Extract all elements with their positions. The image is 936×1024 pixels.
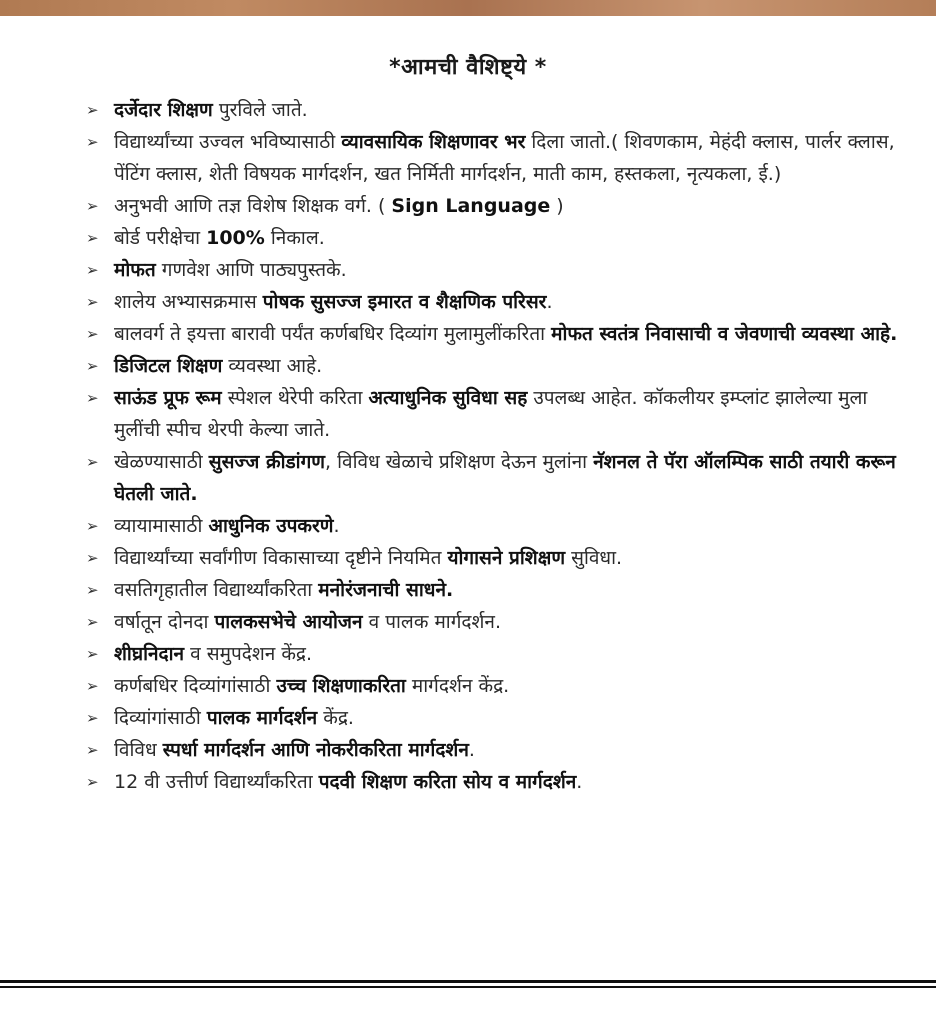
- feature-text: निकाल.: [264, 227, 325, 249]
- arrowhead-bullet-icon: ➢: [86, 517, 99, 535]
- feature-text: पुरविले जाते.: [212, 99, 308, 121]
- feature-item: [86, 702, 906, 734]
- arrowhead-bullet-icon: ➢: [86, 709, 99, 727]
- feature-text: केंद्र.: [317, 707, 354, 729]
- feature-highlight-text: दर्जेदार शिक्षण: [114, 99, 213, 121]
- feature-text: .: [468, 739, 475, 761]
- feature-item: [86, 382, 906, 446]
- feature-text: गणवेश आणि पाठ्यपुस्तके.: [155, 259, 347, 281]
- feature-item: [86, 638, 906, 670]
- feature-text: सुविधा.: [565, 547, 623, 569]
- arrowhead-bullet-icon: ➢: [86, 293, 99, 311]
- feature-item: [86, 510, 906, 542]
- feature-text: व्यवस्था आहे.: [222, 355, 323, 377]
- feature-text: व समुपदेशन केंद्र.: [184, 643, 313, 665]
- feature-highlight-text: मोफत स्वतंत्र निवासाची व जेवणाची व्यवस्था आहे.: [551, 323, 898, 345]
- feature-highlight-text: सुसज्ज क्रीडांगण: [208, 451, 326, 473]
- feature-highlight-text: पदवी शिक्षण करिता सोय व मार्गदर्शन: [318, 771, 577, 793]
- arrowhead-bullet-icon: ➢: [86, 773, 99, 791]
- feature-text: मार्गदर्शन केंद्र.: [405, 675, 510, 697]
- feature-item: [86, 190, 906, 222]
- arrowhead-bullet-icon: ➢: [86, 197, 99, 215]
- feature-item: [86, 446, 906, 510]
- feature-highlight-text: मोफत: [114, 259, 156, 281]
- feature-item: [86, 350, 906, 382]
- feature-text: बालवर्ग ते इयत्ता बारावी पर्यंत कर्णबधिर दिव्यांग मुलामुलींकरिता: [114, 323, 552, 345]
- feature-text: विद्यार्थ्यांच्या सर्वांगीण विकासाच्या दृष्टीने नियमित: [114, 547, 448, 569]
- feature-text: अनुभवी आणि तज्ञ विशेष शिक्षक वर्ग. (: [114, 195, 392, 217]
- feature-text: .: [333, 515, 340, 537]
- feature-text: वसतिगृहातील विद्यार्थ्यांकरिता: [114, 579, 319, 601]
- feature-highlight-text: उच्च शिक्षणाकरिता: [276, 675, 406, 697]
- bottom-rule-secondary: [0, 986, 936, 988]
- feature-text: कर्णबधिर दिव्यांगांसाठी: [114, 675, 277, 697]
- feature-highlight-text: साऊंड प्रूफ रूम: [114, 387, 222, 409]
- feature-item: [86, 766, 906, 798]
- feature-text: वर्षातून दोनदा: [114, 611, 215, 633]
- feature-highlight-text: नॅशनल ते पॅरा ऑलम्पिक साठी तयारी करून घेतली जाते.: [114, 451, 896, 505]
- feature-highlight-text: अत्याधुनिक सुविधा सह: [368, 387, 528, 409]
- feature-highlight-text: मनोरंजनाची साधने.: [318, 579, 454, 601]
- feature-text: उपलब्ध आहेत. कॉकलीयर इम्प्लांट झालेल्या मुला मुलींची स्पीच थेरपी केल्या जाते.: [114, 387, 868, 441]
- arrowhead-bullet-icon: ➢: [86, 741, 99, 759]
- feature-highlight-text: पोषक सुसज्ज इमारत व शैक्षणिक परिसर: [262, 291, 547, 313]
- arrowhead-bullet-icon: ➢: [86, 677, 99, 695]
- features-list: [86, 94, 906, 798]
- arrowhead-bullet-icon: ➢: [86, 389, 99, 407]
- feature-text: दिला जातो.( शिवणकाम, मेहंदी क्लास, पार्लर क्लास, पेंटिंग क्लास, शेती विषयक मार्गदर्शन, खत निर्मिती मार्गदर्शन, माती काम, हस्तकला, नृत्यकला, ई.): [114, 131, 895, 185]
- arrowhead-bullet-icon: ➢: [86, 229, 99, 247]
- feature-text: व पालक मार्गदर्शन.: [362, 611, 502, 633]
- feature-highlight-text: पालक मार्गदर्शन: [206, 707, 318, 729]
- arrowhead-bullet-icon: ➢: [86, 133, 99, 151]
- feature-highlight-text: आधुनिक उपकरणे: [208, 515, 334, 537]
- feature-highlight-text: योगासने प्रशिक्षण: [447, 547, 566, 569]
- feature-highlight-text: स्पर्धा मार्गदर्शन आणि नोकरीकरिता मार्गदर्शन: [162, 739, 469, 761]
- feature-text: स्पेशल थेरेपी करिता: [221, 387, 369, 409]
- feature-text: दिव्यांगांसाठी: [114, 707, 207, 729]
- arrowhead-bullet-icon: ➢: [86, 581, 99, 599]
- feature-highlight-text: शीघ्रनिदान: [114, 643, 185, 665]
- feature-text: व्यायामासाठी: [114, 515, 209, 537]
- arrowhead-bullet-icon: ➢: [86, 325, 99, 343]
- feature-item: [86, 606, 906, 638]
- feature-item: [86, 734, 906, 766]
- feature-text: विविध: [114, 739, 163, 761]
- arrowhead-bullet-icon: ➢: [86, 357, 99, 375]
- feature-text: शालेय अभ्यासक्रमास: [114, 291, 263, 313]
- feature-item: [86, 574, 906, 606]
- feature-highlight-text: 100%: [206, 227, 265, 249]
- feature-text: .: [546, 291, 553, 313]
- page-title: *आमची वैशिष्ट्ये *: [389, 54, 547, 80]
- arrowhead-bullet-icon: ➢: [86, 645, 99, 663]
- feature-text: विद्यार्थ्यांच्या उज्वल भविष्यासाठी: [114, 131, 342, 153]
- feature-item: [86, 286, 906, 318]
- feature-item: [86, 318, 906, 350]
- feature-text: .: [576, 771, 583, 793]
- feature-item: [86, 254, 906, 286]
- feature-item: [86, 222, 906, 254]
- arrowhead-bullet-icon: ➢: [86, 549, 99, 567]
- feature-highlight-text: पालकसभेचे आयोजन: [214, 611, 363, 633]
- feature-highlight-text: व्यावसायिक शिक्षणावर भर: [341, 131, 526, 153]
- feature-item: [86, 542, 906, 574]
- feature-text: , विविध खेळाचे प्रशिक्षण देऊन मुलांना: [325, 451, 594, 473]
- feature-text: खेळण्यासाठी: [114, 451, 209, 473]
- arrowhead-bullet-icon: ➢: [86, 613, 99, 631]
- arrowhead-bullet-icon: ➢: [86, 453, 99, 471]
- feature-text: 12 वी उत्तीर्ण विद्यार्थ्यांकरिता: [114, 771, 319, 793]
- feature-text: बोर्ड परीक्षेचा: [114, 227, 207, 249]
- feature-highlight-text: Sign Language: [391, 195, 551, 217]
- bottom-rule: [0, 980, 936, 983]
- arrowhead-bullet-icon: ➢: [86, 101, 99, 119]
- top-wood-border: [0, 0, 936, 16]
- arrowhead-bullet-icon: ➢: [86, 261, 99, 279]
- feature-text: ): [550, 195, 564, 217]
- feature-highlight-text: डिजिटल शिक्षण: [114, 355, 223, 377]
- feature-item: [86, 670, 906, 702]
- feature-item: [86, 126, 906, 190]
- feature-item: [86, 94, 906, 126]
